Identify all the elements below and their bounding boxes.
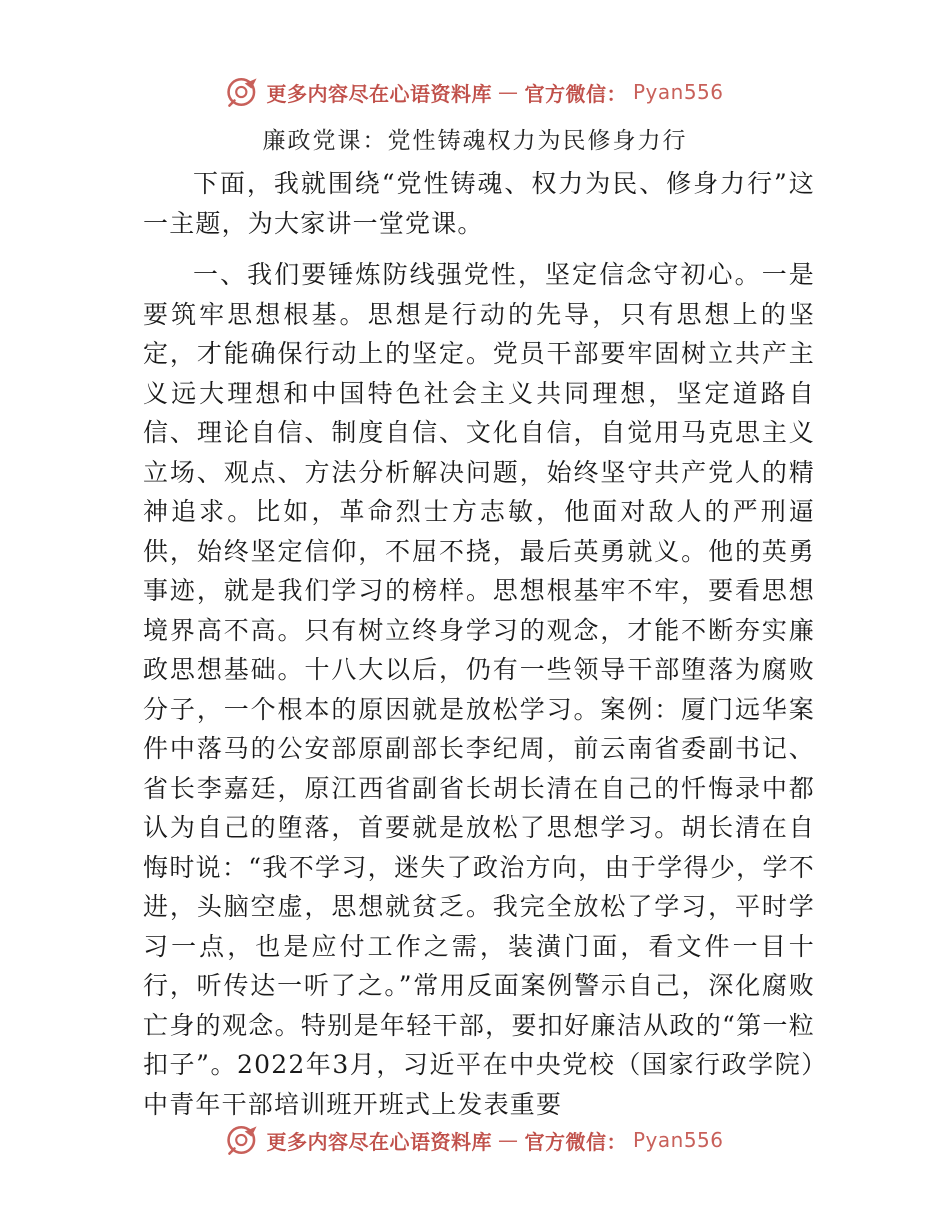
paragraph-intro: 下面，我就围绕“党性铸魂、权力为民、修身力行”这一主题，为大家讲一堂党课。: [143, 169, 815, 238]
paragraph-section-one: 一、我们要锤炼防线强党性，坚定信念守初心。一是要筑牢思想根基。思想是行动的先导，只有思想上的坚定，才能确保行动上的坚定。党员干部要牢固树立共产主义远大理想和中国特色社会主义共同理想，坚定道路自信、理论自信、制度自信、文化自信，自觉用马克思主义立场、观点、方法分析解决问题，始终坚守共产党人的精神追求。比如，革命烈士方志敏，他面对敌人的严刑逼供，始终坚定信仰，不屈不挠，最后英勇就义。他的英勇事迹，就是我们学习的榜样。思想根基牢不牢，要看思想境界高不高。只有树立终身学习的观念，才能不断夯实廉政思想基础。十八大以后，仍有一些领导干部堕落为腐败分子，一个根本的原因就是放松学习。案例：厦门远华案件中落马的公安部原副部长李纪周，前云南省委副书记、省长李嘉廷，原江西省副省长胡长清在自己的忏悔录中都认为自己的堕落，首要就是放松了思想学习。胡长清在自悔时说：“我不学习，迷失了政治方向，由于学得少，学不进，头脑空虚，思想就贫乏。我完全放松了学习，平时学习一点，也是应付工作之需，装潢门面，看文件一目十行，听传达一听了之。”常用反面案例警示自己，深化腐败亡身的观念。特别是年轻干部，要扣好廉洁从政的“第一粒扣子”。2022年3月，习近平在中央党校（国家行政学院）中青年干部培训班开班式上发表重要: [143, 260, 815, 1119]
banner-dash: —: [497, 80, 519, 104]
seal-logo-icon: [226, 75, 260, 109]
banner-wechat-id: Pyan556: [632, 1128, 724, 1152]
header-banner: [0, 72, 950, 112]
banner-main-text: 更多内容尽在心语资料库: [266, 81, 492, 106]
banner-wechat-label: 官方微信：: [524, 81, 627, 106]
banner-wechat-label: 官方微信：: [524, 1129, 627, 1154]
footer-banner: [0, 1120, 950, 1160]
document-body: [143, 164, 815, 1124]
banner-content-footer: [226, 1123, 723, 1157]
seal-logo-icon: [226, 1123, 260, 1157]
banner-content: [226, 75, 723, 109]
banner-main-text: 更多内容尽在心语资料库: [266, 1129, 492, 1154]
document-title: 廉政党课：党性铸魂权力为民修身力行: [262, 128, 688, 154]
banner-dash: —: [497, 1128, 519, 1152]
banner-wechat-id: Pyan556: [632, 80, 724, 104]
